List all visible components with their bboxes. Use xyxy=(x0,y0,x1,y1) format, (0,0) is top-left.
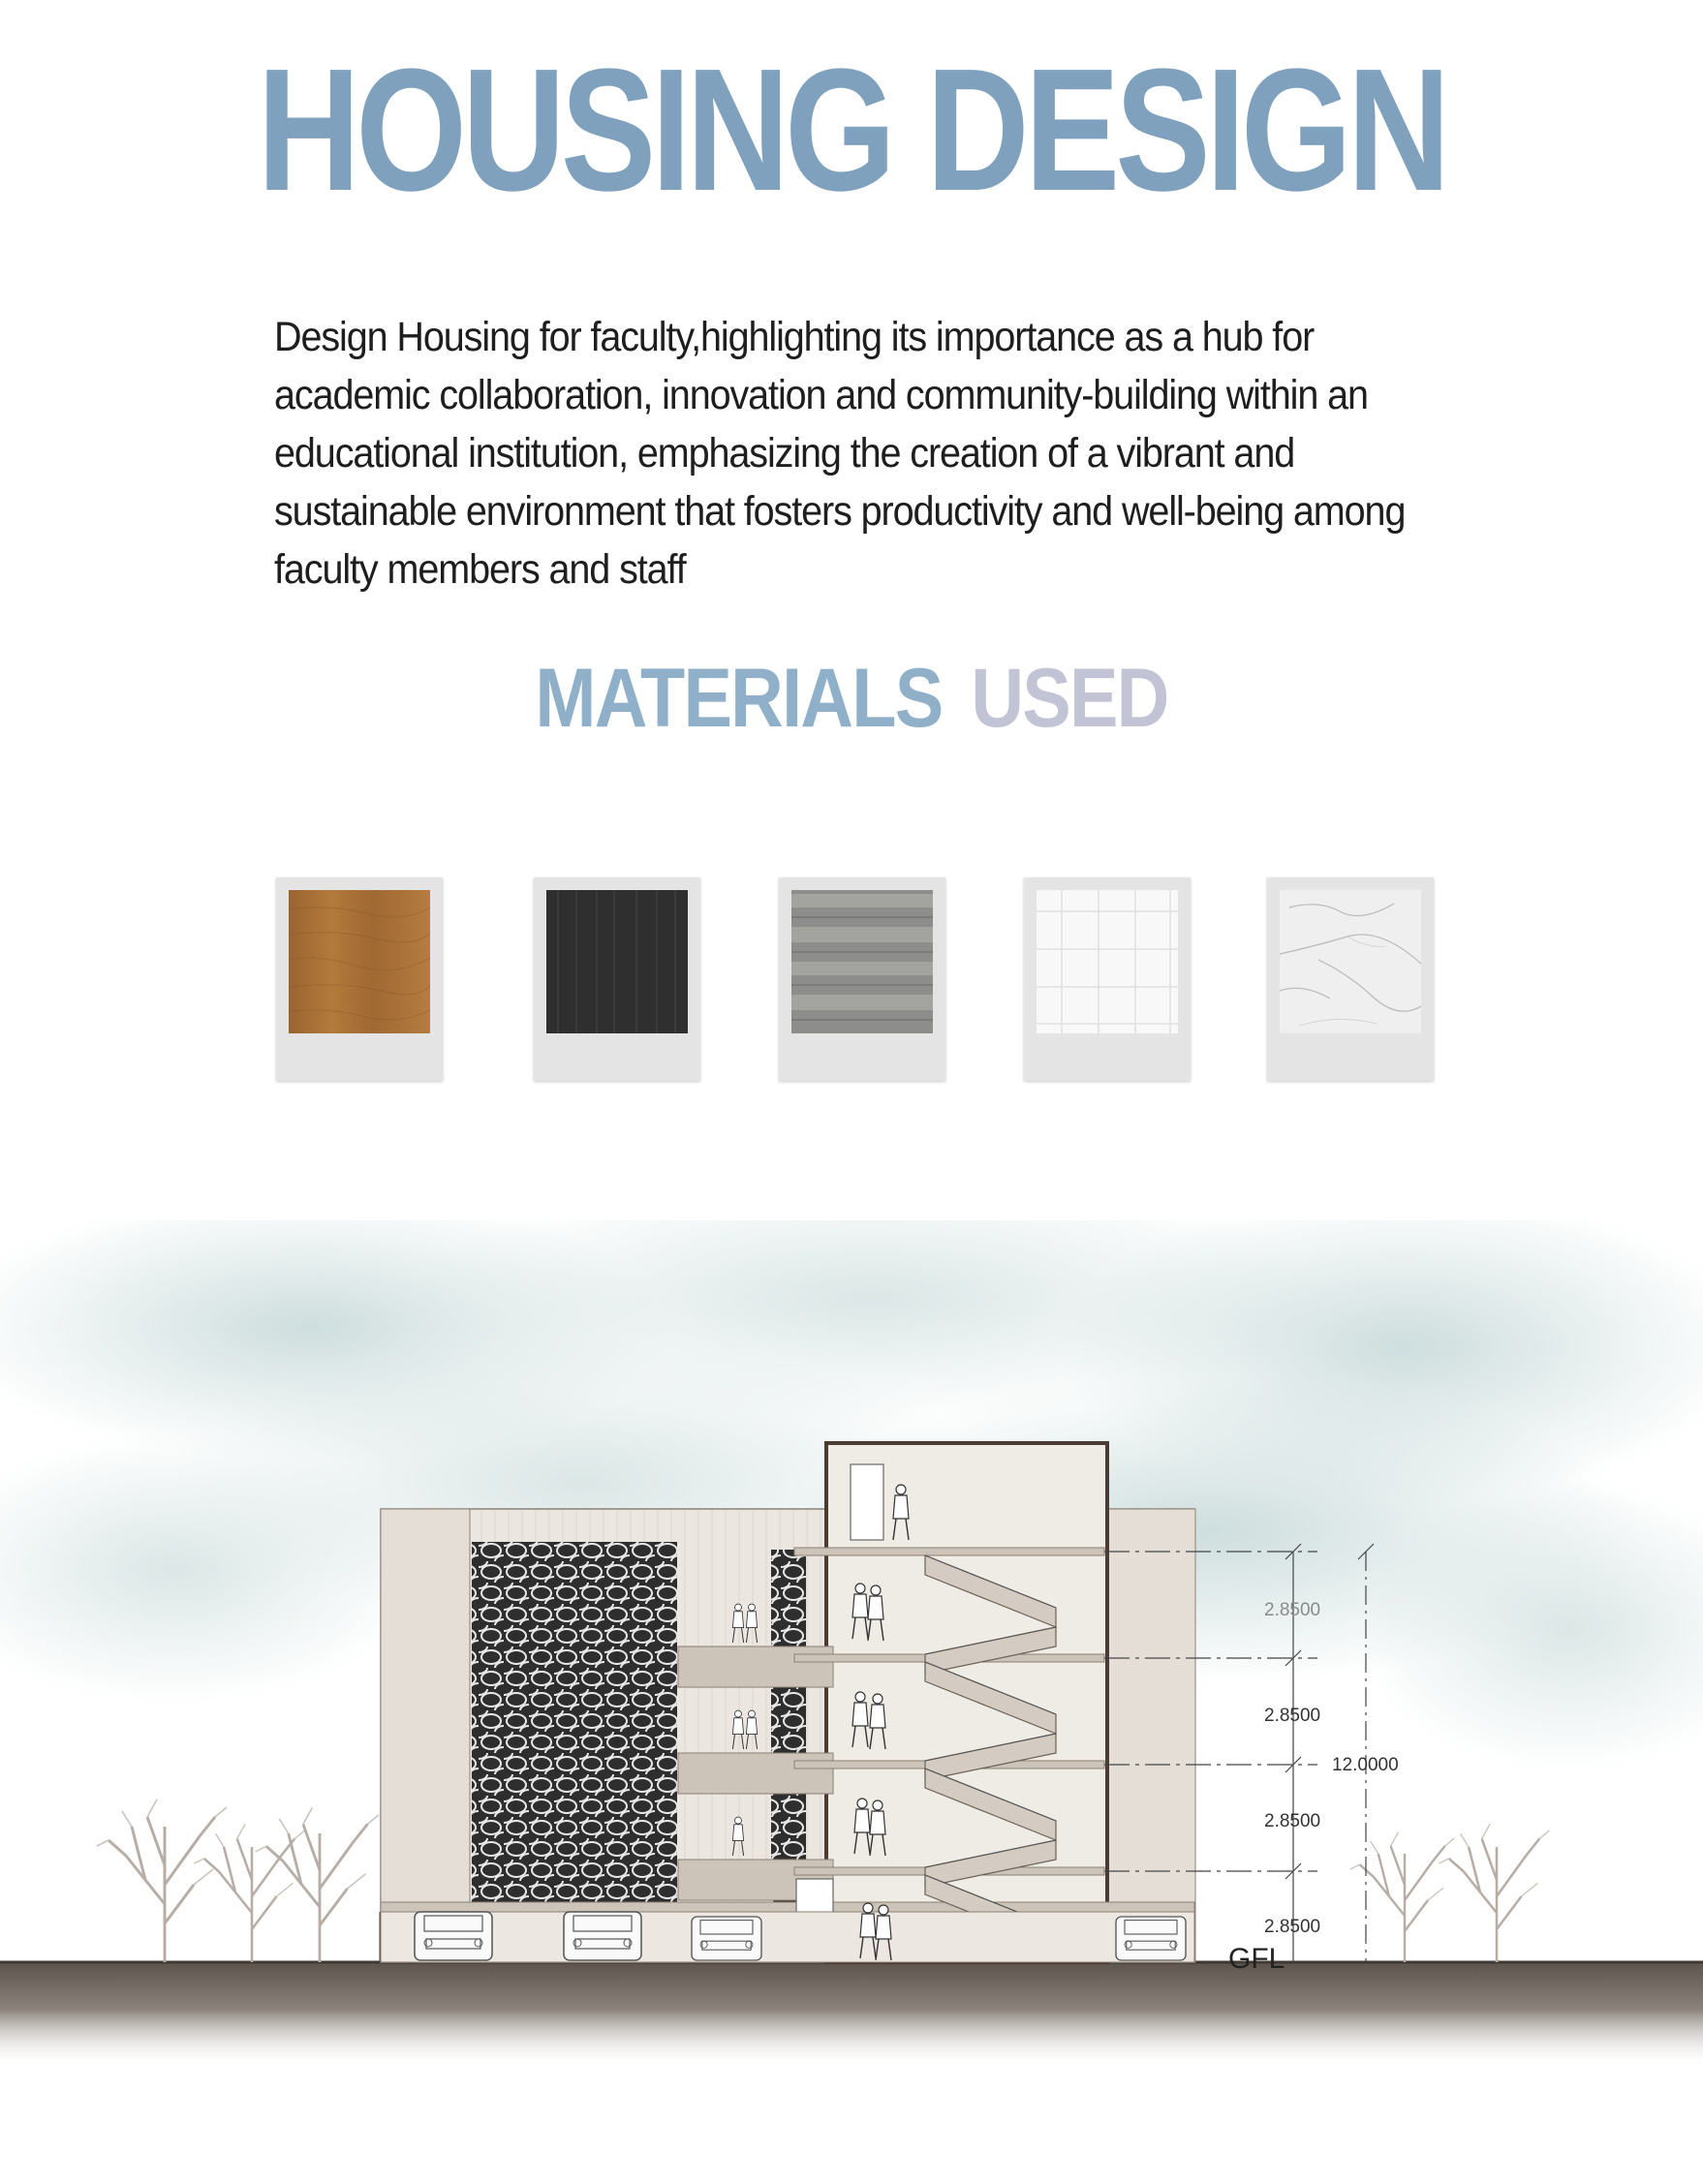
concrete-swatch xyxy=(791,890,933,1033)
building-section-drawing xyxy=(0,1220,1703,2092)
ground-floor-level-label: GFL xyxy=(1228,1943,1285,1975)
dimension-total-height: 12.0000 xyxy=(1332,1755,1399,1775)
materials-heading-word-2: USED xyxy=(971,652,1168,745)
dimension-floor-2: 2.8500 xyxy=(1264,1706,1321,1726)
material-card-marble xyxy=(1267,877,1434,1081)
materials-heading-word-1: MATERIALS xyxy=(535,652,943,745)
material-card-dark xyxy=(534,877,700,1081)
dimension-floor-1: 2.8500 xyxy=(1264,1600,1321,1620)
marble-swatch xyxy=(1280,890,1421,1033)
dimension-floor-4: 2.8500 xyxy=(1264,1917,1321,1937)
white-tile-swatch xyxy=(1037,890,1178,1033)
page-title: HOUSING DESIGN xyxy=(257,33,1446,228)
project-description: Design Housing for faculty,highlighting its importance as a hub for academic collaboration, innovation and community-building within an educational institution, emphasizing the creation of a vibrant and sustainable environment that fosters productivity and well-being among faculty members and staff xyxy=(274,314,1406,593)
material-card-tile xyxy=(1024,877,1191,1081)
material-card-wood xyxy=(276,877,443,1081)
wood-swatch xyxy=(289,890,430,1033)
dark-grey-swatch xyxy=(546,890,688,1033)
materials-heading xyxy=(102,652,1600,745)
material-card-concrete xyxy=(779,877,945,1081)
dimension-floor-3: 2.8500 xyxy=(1264,1811,1321,1831)
